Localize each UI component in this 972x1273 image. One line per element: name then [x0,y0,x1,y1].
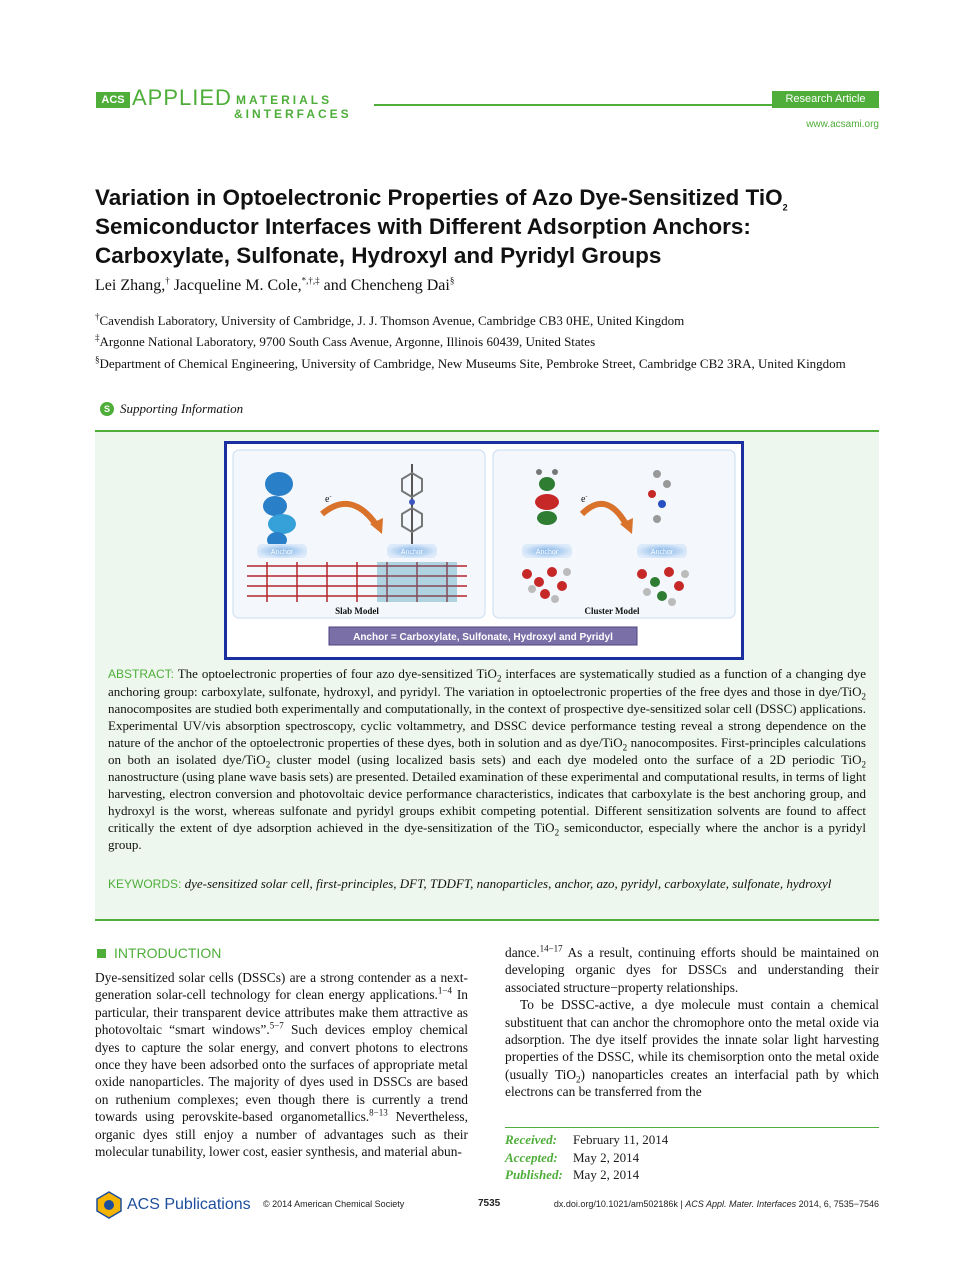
title-part2: Semiconductor Interfaces with Different Adsorption Anchors: Carboxylate, Sulfonate, Hydroxyl and Pyridyl Groups [95,214,751,268]
author-3-mark: § [449,275,455,286]
date-published: Published: May 2, 2014 [505,1167,640,1182]
abstract-box [95,430,879,921]
copyright-text: © 2014 American Chemical Society [263,1199,405,1209]
author-3[interactable]: and Chencheng Dai [319,277,450,294]
affiliation-1-mark: † [95,311,100,322]
author-2[interactable]: Jacqueline M. Cole, [169,277,302,294]
publication-dates [505,1127,879,1184]
supporting-info-link[interactable] [100,401,243,417]
title-part1: Variation in Optoelectronic Properties of Azo Dye-Sensitized TiO [95,185,783,210]
paper-title [95,183,885,270]
journal-logo [96,85,366,124]
intro-paragraph-left: Dye-sensitized solar cells (DSSCs) are a strong contender as a next-generation solar-cell technology for clean energy applications.$^{1-4}$ In particular, their transparent device attributes make them attractive as photovoltaic “smart windows”.$^{5-7}$ Such devices employ chemical dyes to capture the solar energy, and convert photons to electrons once they have been adsorbed onto the surfaces of appropriate metal oxide nanoparticles. The majority of dyes used in DSSCs are based on ruthenium complexes; even though there is currently a trend towards using perovskite-based organometallics.$^{8-13}$ Nevertheless, organic dyes still enjoy a number of advantages such as their molecular tunability, lower cost, easier synthesis, and material abun- [95,970,468,1160]
acs-publications-text: ACS Publications [127,1196,251,1213]
date-accepted: Accepted: May 2, 2014 [505,1149,640,1165]
abstract-label: ABSTRACT: [108,667,175,681]
slab-model-label: Slab Model [335,606,379,616]
affiliation-2-mark: ‡ [95,332,100,343]
affiliation-2 [95,333,595,350]
journal-url-link[interactable]: www.acsami.org [806,119,879,130]
acs-hexagon-icon [95,1191,123,1219]
slab-anchor-left-label: Anchor [270,549,294,556]
affiliation-3 [95,355,880,372]
logo-applied: APPLIED [132,85,232,110]
cluster-model-label: Cluster Model [584,606,640,616]
logo-interfaces: &INTERFACES [234,107,352,121]
title-sub: 2 [782,202,788,213]
date-received: Received: February 11, 2014 [505,1132,669,1147]
keywords-text: dye-sensitized solar cell, first-principles, DFT, TDDFT, nanoparticles, anchor, azo, pyridyl, carboxylate, sulfonate, hydroxyl [181,876,832,891]
ref-link[interactable]: 8−13 [369,1107,388,1118]
introduction-heading [97,945,221,961]
affiliation-1-text: Cavendish Laboratory, University of Cambridge, J. J. Thomson Avenue, Cambridge CB3 0HE, United Kingdom [99,313,685,328]
slab-electron-label: e- [325,494,332,505]
slab-highlight [377,562,457,602]
cluster-anchor-left-label: Anchor [535,549,559,556]
page-footer [95,1191,879,1221]
slab-anchor-right-label: Anchor [400,549,424,556]
supporting-info-label: Supporting Information [120,401,244,416]
affiliation-3-text: Department of Chemical Engineering, University of Cambridge, New Museums Site, Pembroke Street, Cambridge CB2 3RA, United Kingdom [99,356,846,371]
ref-link[interactable]: 1−4 [437,985,452,996]
author-1-mark: † [165,275,170,286]
cluster-panel [493,450,735,618]
author-list [95,277,454,295]
author-2-mark: *,†,‡ [301,275,320,286]
keywords-label: KEYWORDS: [108,877,182,891]
affiliation-1 [95,312,684,329]
page-number: 7535 [478,1198,501,1209]
logo-acs-badge: ACS [96,92,130,108]
section-square-icon [97,949,106,958]
introduction-heading-text: INTRODUCTION [114,945,222,961]
logo-materials: MATERIALS [236,93,333,107]
article-type-badge: Research Article [772,91,879,108]
intro-paragraph-right-2: To be DSSC-active, a dye molecule must contain a chemical substituent that can anchor the chromophore onto the metal oxide via adsorption. The dye itself provides the innate solar light harvesting properties of the DSSC, while its chemisorption onto the metal oxide (usually TiO$_2$) nanoparticles creates an interfacial path by which electrons can be transferred from the [505,997,879,1100]
cluster-electron-label: e- [581,494,588,505]
cluster-anchor-right-label: Anchor [650,549,674,556]
affiliation-3-mark: § [95,354,100,365]
keywords [108,875,866,893]
toc-graphic [224,441,744,660]
intro-paragraph-right-1: dance.$^{14-17}$ As a result, continuing efforts should be maintained on developing organic dyes for DSSCs and understanding their associated structure−property relationships. [505,943,879,995]
acs-publications-logo[interactable] [95,1191,251,1219]
intro-column-right [505,944,879,1101]
doi-citation[interactable]: dx.doi.org/10.1021/am502186k | ACS Appl. Mater. Interfaces 2014, 6, 7535−7546 [553,1199,879,1209]
ref-link[interactable]: 14−17 [539,943,563,954]
author-1[interactable]: Lei Zhang, [95,277,166,294]
ref-link[interactable]: 5−7 [269,1020,284,1031]
supporting-info-icon: S [100,402,114,416]
toc-caption: Anchor = Carboxylate, Sulfonate, Hydroxyl and Pyridyl [353,632,613,643]
abstract-text: ABSTRACT: The optoelectronic properties of four azo dye-sensitized TiO$_2$ interfaces are systematically studied as a function of a changing dye anchoring group: carboxylate, sulfonate, hydroxyl, and pyridyl. The variation in optoelectronic properties of the free dyes and those in dye/TiO$_2$ nanocomposites are studied both experimentally and computationally, in the context of prospective dye-sensitized solar cell (DSSC) applications. Experimental UV/vis absorption spectroscopy, cyclic voltammetry, and DSSC device performance testing reveal a strong dependence on the nature of the anchor of the optoelectronic properties of these dyes, both in solution and as dye/TiO$_2$ nanocomposites. First-principles calculations on both an isolated dye/TiO$_2$ cluster model (using localized basis sets) and each dye modeled onto the surface of a 2D periodic TiO$_2$ nanostructure (using plane wave basis sets) are presented. Detailed examination of these experimental and computational results, in terms of light harvesting, electron conversion and photovoltaic device performance characteristics, indicates that carboxylate is the best anchoring group, and hydroxyl is the worst, whereas sulfonate and pyridyl groups exhibit competing potential. Different sensitization solvents are found to affect critically the extent of dye adsorption achieved in the dye-sensitization of the TiO$_2$ semiconductor, especially where the anchor is a pyridyl group. [108,666,867,852]
affiliation-2-text: Argonne National Laboratory, 9700 South Cass Avenue, Argonne, Illinois 60439, United States [99,334,596,349]
toc-graphic-svg [227,444,741,657]
